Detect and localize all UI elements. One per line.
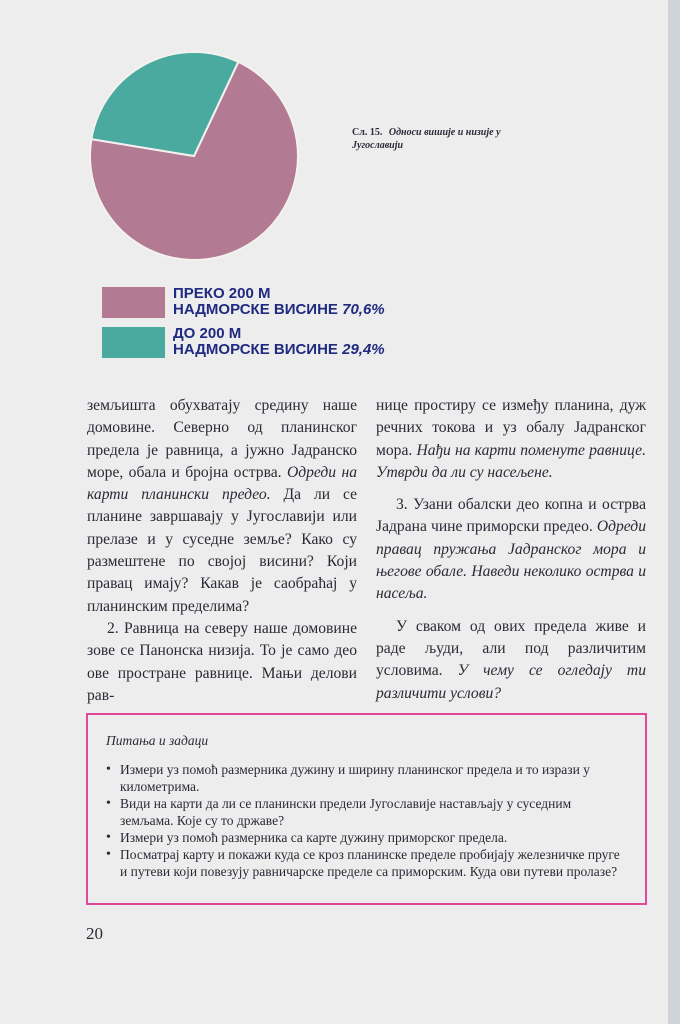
text-run: У сваком од ових предела живе и раде људи, али под различитим условима. (376, 617, 646, 680)
question-item: • Измери уз помоћ размерника са карте дужину приморског предела. (106, 829, 625, 846)
pie-chart-svg (88, 50, 300, 262)
legend-swatch-over (102, 287, 165, 318)
text-run: Да ли се планине завршавају у Југославији или прелазе и у суседне земље? Како су размештене по својој висини? Који правац имају? Какав је саобраћај у планинским пределима? (87, 486, 357, 615)
legend-under-pct: 29,4% (342, 341, 385, 358)
legend-over-pct: 70,6% (342, 301, 385, 318)
paragraph (87, 618, 357, 707)
legend-over-line2: НАДМОРСКЕ ВИСИНЕ (173, 301, 338, 318)
question-item: • Посматрај карту и покажи куда се кроз планинске пределе пробијају железничке пруге и путеви који повезују равничарске пределе са приморским. Куда ови путеви пролазе? (106, 846, 625, 880)
text-run: 2. Равница на северу наше домовине зове се Панонска низија. То је само део ове простране равнице. Мањи делови рав- (87, 619, 357, 704)
text-column-right (376, 395, 646, 705)
pie-chart (88, 50, 300, 262)
questions-box (86, 713, 647, 905)
page-edge (668, 0, 680, 1024)
caption-number: Сл. 15. (352, 127, 383, 138)
legend-under-line1: ДО 200 М (173, 325, 242, 342)
task-text: У чему се огледају ти различити услови? (376, 662, 646, 702)
task-text: Нађи на карти поменуте равнице. Утврди да ли су насељене. (376, 441, 646, 481)
task-text: Одреди правац пружања Јадранског мора и његове обале. Наведи неколико острва и насеља. (376, 518, 646, 603)
paragraph (87, 395, 357, 618)
text-run: нице простиру се између планина, дуж речних токова и уз обалу Јадранског мора. (376, 397, 646, 459)
text-run: 3. Узани обалски део копна и острва Јадрана чине приморски предео. (376, 496, 646, 536)
task-text: Одреди на карти планински предео. (87, 463, 357, 504)
questions-title: Питања и задаци (106, 733, 209, 748)
chart-legend (102, 286, 385, 366)
legend-swatch-under (102, 327, 165, 358)
legend-under-line2: НАДМОРСКЕ ВИСИНЕ (173, 341, 338, 358)
legend-label-under (173, 326, 385, 358)
caption-text: Односи вишије и низије у Југославији (352, 127, 501, 151)
legend-over-line1: ПРЕКО 200 М (173, 285, 271, 302)
figure-caption (352, 127, 522, 152)
text-run: земљишта обухватају средину наше домовине. Северно од планинског предела је равница, а јужно Јадранско море, обала и бројна острва. (87, 397, 357, 481)
paragraph (376, 616, 646, 705)
legend-item-under (102, 326, 385, 358)
legend-item-over (102, 286, 385, 318)
question-item: • Види на карти да ли се планински предели Југославије настављају у суседним земљама. Које су то државе? (106, 795, 625, 829)
paragraph (376, 395, 646, 484)
questions-list (106, 761, 625, 880)
text-column-left (87, 395, 357, 707)
page-number: 20 (86, 924, 103, 943)
paragraph (376, 494, 646, 605)
question-item: • Измери уз помоћ размерника дужину и ширину планинског предела и то изрази у километрима. (106, 761, 625, 795)
legend-label-over (173, 286, 385, 318)
